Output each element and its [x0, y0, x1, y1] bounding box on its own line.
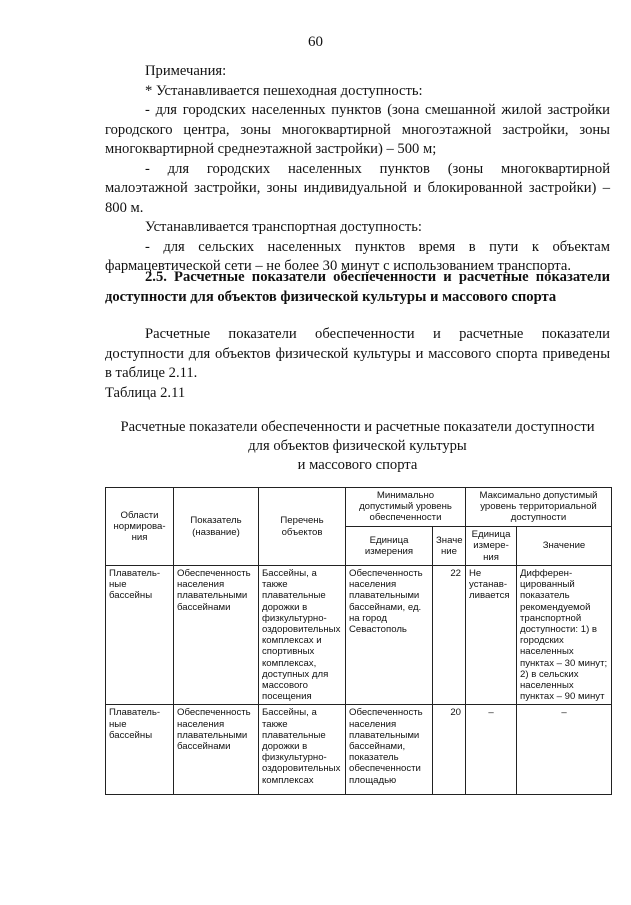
- header-max-value: Значение: [517, 527, 612, 566]
- section-paragraph: Расчетные показатели обеспеченности и расчетные показатели доступности для объектов физической культуры и массового спорта приведены в таблице 2.11.: [105, 326, 610, 381]
- cell-indicator: Обеспеченность населения плавательными бассейнами: [174, 566, 259, 705]
- table-caption-line-3: и массового спорта: [297, 457, 418, 473]
- notes-line-pedestrian: * Устанавливается пешеходная доступность:: [145, 82, 423, 99]
- page-number: 60: [308, 34, 323, 50]
- notes-line-transport: Устанавливается транспортная доступность:: [145, 219, 422, 235]
- notes-title: Примечания:: [145, 63, 227, 79]
- header-min-value: Значе ние: [433, 527, 466, 566]
- cell-max-value: –: [517, 705, 612, 795]
- cell-max-unit: Не устанав-ливается: [466, 566, 517, 705]
- header-min-unit: Единица измерения: [346, 527, 433, 566]
- header-max-level: Максимально допустимый уровень территориальной доступности: [466, 488, 612, 527]
- table-header-row-1: [106, 488, 612, 527]
- notes-line-urban-500: - для городских населенных пунктов (зона смешанной жилой застройки городского центра, зоны многоквартирной многоэтажной застройки, зоны многоквартирной среднеэтажной застройки) – 500 м;: [105, 102, 610, 157]
- table-row: [106, 705, 612, 795]
- cell-area: Плаватель-ные бассейны: [106, 705, 174, 795]
- table-row: [106, 566, 612, 705]
- cell-min-value: 22: [433, 566, 466, 705]
- header-min-level: Минимально допустимый уровень обеспеченности: [346, 488, 466, 527]
- table-label: Таблица 2.11: [105, 385, 186, 401]
- table-caption-line-2: для объектов физической культуры: [248, 438, 467, 454]
- header-max-unit: Единица измере-ния: [466, 527, 517, 566]
- header-objects: Перечень объектов: [259, 488, 346, 566]
- table-caption-line-1: Расчетные показатели обеспеченности и расчетные показатели доступности: [120, 419, 595, 435]
- cell-indicator: Обеспеченность населения плавательными бассейнами: [174, 705, 259, 795]
- cell-max-unit: –: [466, 705, 517, 795]
- notes-line-rural: - для сельских населенных пунктов время в пути к объектам фармацевтической сети – не более 30 минут с использованием транспорта.: [105, 238, 610, 274]
- header-area: Области нормирова-ния: [106, 488, 174, 566]
- cell-area: Плаватель-ные бассейны: [106, 566, 174, 705]
- section-heading: 2.5. Расчетные показатели обеспеченности и расчетные показатели доступности для объектов физической культуры и массового спорта: [105, 269, 610, 305]
- table-caption: [105, 418, 610, 475]
- cell-min-unit: Обеспеченность населения плавательными бассейнами, ед. на город Севастополь: [346, 566, 433, 705]
- section-block: [105, 268, 610, 384]
- cell-max-value: Дифферен-цированный показатель рекомендуемой транспортной доступности: 1) в городских населенных пунктах – 30 минут; 2) в сельских населенных пунктах – 90 минут: [517, 566, 612, 705]
- header-indicator: Показатель (название): [174, 488, 259, 566]
- cell-min-value: 20: [433, 705, 466, 795]
- cell-objects: Бассейны, а также плавательные дорожки в физкультурно-оздоровительных комплексах и спортивных комплексах, доступных для массового посещения: [259, 566, 346, 705]
- notes-block: [105, 62, 610, 277]
- notes-line-urban-800: - для городских населенных пунктов (зоны многоквартирной малоэтажной застройки, зоны индивидуальной и блокированной застройки) – 800 м.: [105, 160, 610, 216]
- cell-min-unit: Обеспеченность населения плавательными бассейнами, показатель обеспеченности площадью: [346, 705, 433, 795]
- standards-table: [105, 487, 612, 795]
- cell-objects: Бассейны, а также плавательные дорожки в физкультурно-оздоровительных комплексах: [259, 705, 346, 795]
